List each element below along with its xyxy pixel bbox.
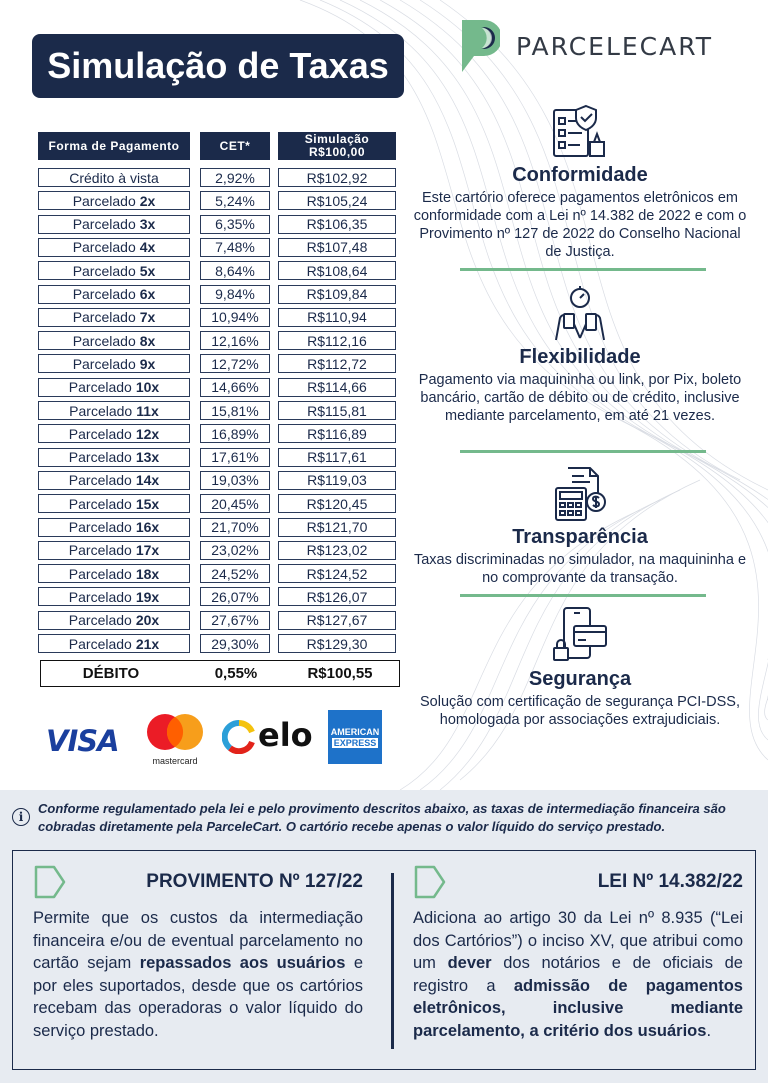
feature-text: Solução com certificação de segurança PCI-DSS, homologada por associações extrajudiciais.	[420, 694, 740, 728]
provimento-text: Permite que os custos da intermediação financeira e/ou de eventual parcelamento no cartão sejam repassados aos usuários e por eles suportados, desde que os cartórios recebam das operadoras o valor líquido do serviço prestado.	[33, 909, 364, 1040]
lei-section	[413, 865, 743, 1042]
cet-cell: 17,61%	[200, 448, 270, 467]
calculator-invoice-icon	[550, 464, 610, 524]
feature-title: Conformidade	[512, 164, 648, 186]
cet-cell: 21,70%	[200, 518, 270, 537]
simulation-cell: R$114,66	[278, 378, 396, 397]
divider	[460, 594, 706, 597]
feature-text: Taxas discriminadas no simulador, na maquininha e no comprovante da transação.	[413, 552, 747, 586]
chevron-arrow-icon	[413, 865, 447, 899]
payment-method-cell: Parcelado 17x	[38, 541, 190, 560]
amex-logo	[328, 710, 382, 764]
simulation-cell: R$120,45	[278, 494, 396, 513]
feature-conformidade	[412, 102, 748, 261]
mastercard-wordmark: mastercard	[152, 756, 198, 766]
cet-cell: 23,02%	[200, 541, 270, 560]
payment-method-cell: Parcelado 5x	[38, 261, 190, 280]
simulation-cell: R$107,48	[278, 238, 396, 257]
cet-cell: 9,84%	[200, 285, 270, 304]
feature-title: Segurança	[528, 668, 632, 690]
payment-method-cell: Parcelado 11x	[38, 401, 190, 420]
payment-method-cell: Parcelado 7x	[38, 308, 190, 327]
simulation-cell: R$123,02	[278, 541, 396, 560]
parcelecart-logo	[460, 18, 713, 74]
feature-text: Este cartório oferece pagamentos eletrônicos em conformidade com a Lei nº 14.382 de 2022 e com o Provimento nº 127 de 2022 do Conselho Nacional de Justiça.	[413, 190, 747, 260]
amex-line1: AMERICAN	[330, 726, 380, 737]
cet-cell: 16,89%	[200, 424, 270, 443]
notice-panel	[0, 790, 768, 1083]
debit-sim: R$100,55	[307, 664, 373, 682]
feature-seguranca	[412, 606, 748, 729]
simulation-cell: R$112,16	[278, 331, 396, 350]
header-simulation	[278, 132, 396, 160]
simulation-cell: R$110,94	[278, 308, 396, 327]
checklist-shield-icon	[550, 102, 610, 162]
phone-card-lock-icon	[550, 606, 610, 666]
payment-method-cell: Parcelado 16x	[38, 518, 190, 537]
simulation-cell: R$121,70	[278, 518, 396, 537]
elo-mark-icon	[222, 720, 256, 754]
payment-method-cell: Parcelado 3x	[38, 215, 190, 234]
feature-flexibilidade	[412, 284, 748, 425]
cet-cell: 29,30%	[200, 634, 270, 653]
elo-logo	[222, 716, 313, 754]
simulation-cell: R$115,81	[278, 401, 396, 420]
cet-cell: 7,48%	[200, 238, 270, 257]
payment-method-cell: Parcelado 14x	[38, 471, 190, 490]
divider	[460, 268, 706, 271]
payment-method-cell: Parcelado 8x	[38, 331, 190, 350]
cet-cell: 12,16%	[200, 331, 270, 350]
simulation-cell: R$112,72	[278, 354, 396, 373]
lei-text: Adiciona ao artigo 30 da Lei nº 8.935 (“Lei dos Cartórios”) o inciso XV, que atribui como um dever dos notários e de oficiais de registro a admissão de pagamentos eletrônicos, inclusive mediante parcelamento, a critério dos usuários.	[413, 909, 743, 1040]
simulation-cell: R$109,84	[278, 285, 396, 304]
cet-cell: 20,45%	[200, 494, 270, 513]
provimento-section	[33, 865, 363, 1042]
divider	[460, 450, 706, 453]
notice-text: Conforme regulamentado pela lei e pelo provimento descritos abaixo, as taxas de intermediação financeira são cobradas diretamente pela ParceleCart. O cartório recebe apenas o valor líquido do serviço prestado.	[38, 801, 726, 834]
hands-stopwatch-icon	[550, 284, 610, 344]
feature-title: Flexibilidade	[519, 346, 641, 368]
simulation-cell: R$108,64	[278, 261, 396, 280]
provimento-title: PROVIMENTO Nº 127/22	[146, 871, 363, 892]
payment-method-cell: Crédito à vista	[38, 168, 190, 187]
page-title: Simulação de Taxas	[32, 34, 404, 98]
simulation-cell: R$102,92	[278, 168, 396, 187]
payment-method-cell: Parcelado 20x	[38, 611, 190, 630]
cet-cell: 27,67%	[200, 611, 270, 630]
mastercard-logo	[144, 712, 206, 764]
payment-method-cell: Parcelado 9x	[38, 354, 190, 373]
cet-cell: 15,81%	[200, 401, 270, 420]
simulation-cell: R$126,07	[278, 587, 396, 606]
debit-row	[40, 660, 400, 687]
feature-title: Transparência	[512, 526, 648, 548]
cet-cell: 2,92%	[200, 168, 270, 187]
cet-cell: 19,03%	[200, 471, 270, 490]
simulation-cell: R$127,67	[278, 611, 396, 630]
cet-cell: 10,94%	[200, 308, 270, 327]
payment-method-cell: Parcelado 6x	[38, 285, 190, 304]
header-payment-method: Forma de Pagamento	[38, 132, 190, 160]
chevron-arrow-icon	[33, 865, 67, 899]
simulation-cell: R$106,35	[278, 215, 396, 234]
payment-method-cell: Parcelado 21x	[38, 634, 190, 653]
elo-wordmark: elo	[258, 716, 313, 754]
simulation-cell: R$119,03	[278, 471, 396, 490]
cet-cell: 8,64%	[200, 261, 270, 280]
info-icon: i	[12, 808, 30, 826]
amex-line2: EXPRESS	[333, 737, 377, 748]
parcelecart-logo-icon	[460, 18, 500, 74]
cet-cell: 26,07%	[200, 587, 270, 606]
legal-box	[12, 850, 756, 1070]
payment-method-cell: Parcelado 19x	[38, 587, 190, 606]
card-brands	[40, 708, 390, 768]
cet-cell: 14,66%	[200, 378, 270, 397]
header-simulation-line2: R$100,00	[308, 145, 366, 159]
payment-method-cell: Parcelado 18x	[38, 564, 190, 583]
simulation-cell: R$124,52	[278, 564, 396, 583]
cet-cell: 12,72%	[200, 354, 270, 373]
table-row	[0, 424, 768, 443]
simulation-cell: R$129,30	[278, 634, 396, 653]
payment-method-cell: Parcelado 12x	[38, 424, 190, 443]
visa-logo: VISA	[46, 724, 119, 758]
mastercard-circles-icon	[144, 712, 206, 752]
cet-cell: 5,24%	[200, 191, 270, 210]
debit-label: DÉBITO	[82, 664, 140, 682]
payment-method-cell: Parcelado 10x	[38, 378, 190, 397]
debit-cet: 0,55%	[214, 664, 258, 682]
header-cet: CET*	[200, 132, 270, 160]
payment-method-cell: Parcelado 15x	[38, 494, 190, 513]
payment-method-cell: Parcelado 13x	[38, 448, 190, 467]
brand-name: PARCELECART	[516, 31, 714, 61]
simulation-cell: R$116,89	[278, 424, 396, 443]
feature-text: Pagamento via maquininha ou link, por Pix, boleto bancário, cartão de débito ou de crédito, inclusive mediante parcelamento, em até 21 vezes.	[418, 372, 742, 424]
cet-cell: 6,35%	[200, 215, 270, 234]
payment-method-cell: Parcelado 2x	[38, 191, 190, 210]
payment-method-cell: Parcelado 4x	[38, 238, 190, 257]
lei-title: LEI Nº 14.382/22	[597, 871, 743, 892]
feature-transparencia	[412, 464, 748, 587]
vertical-divider	[391, 873, 394, 1049]
header-simulation-line1: Simulação	[304, 132, 370, 146]
simulation-cell: R$117,61	[278, 448, 396, 467]
cet-cell: 24,52%	[200, 564, 270, 583]
simulation-cell: R$105,24	[278, 191, 396, 210]
